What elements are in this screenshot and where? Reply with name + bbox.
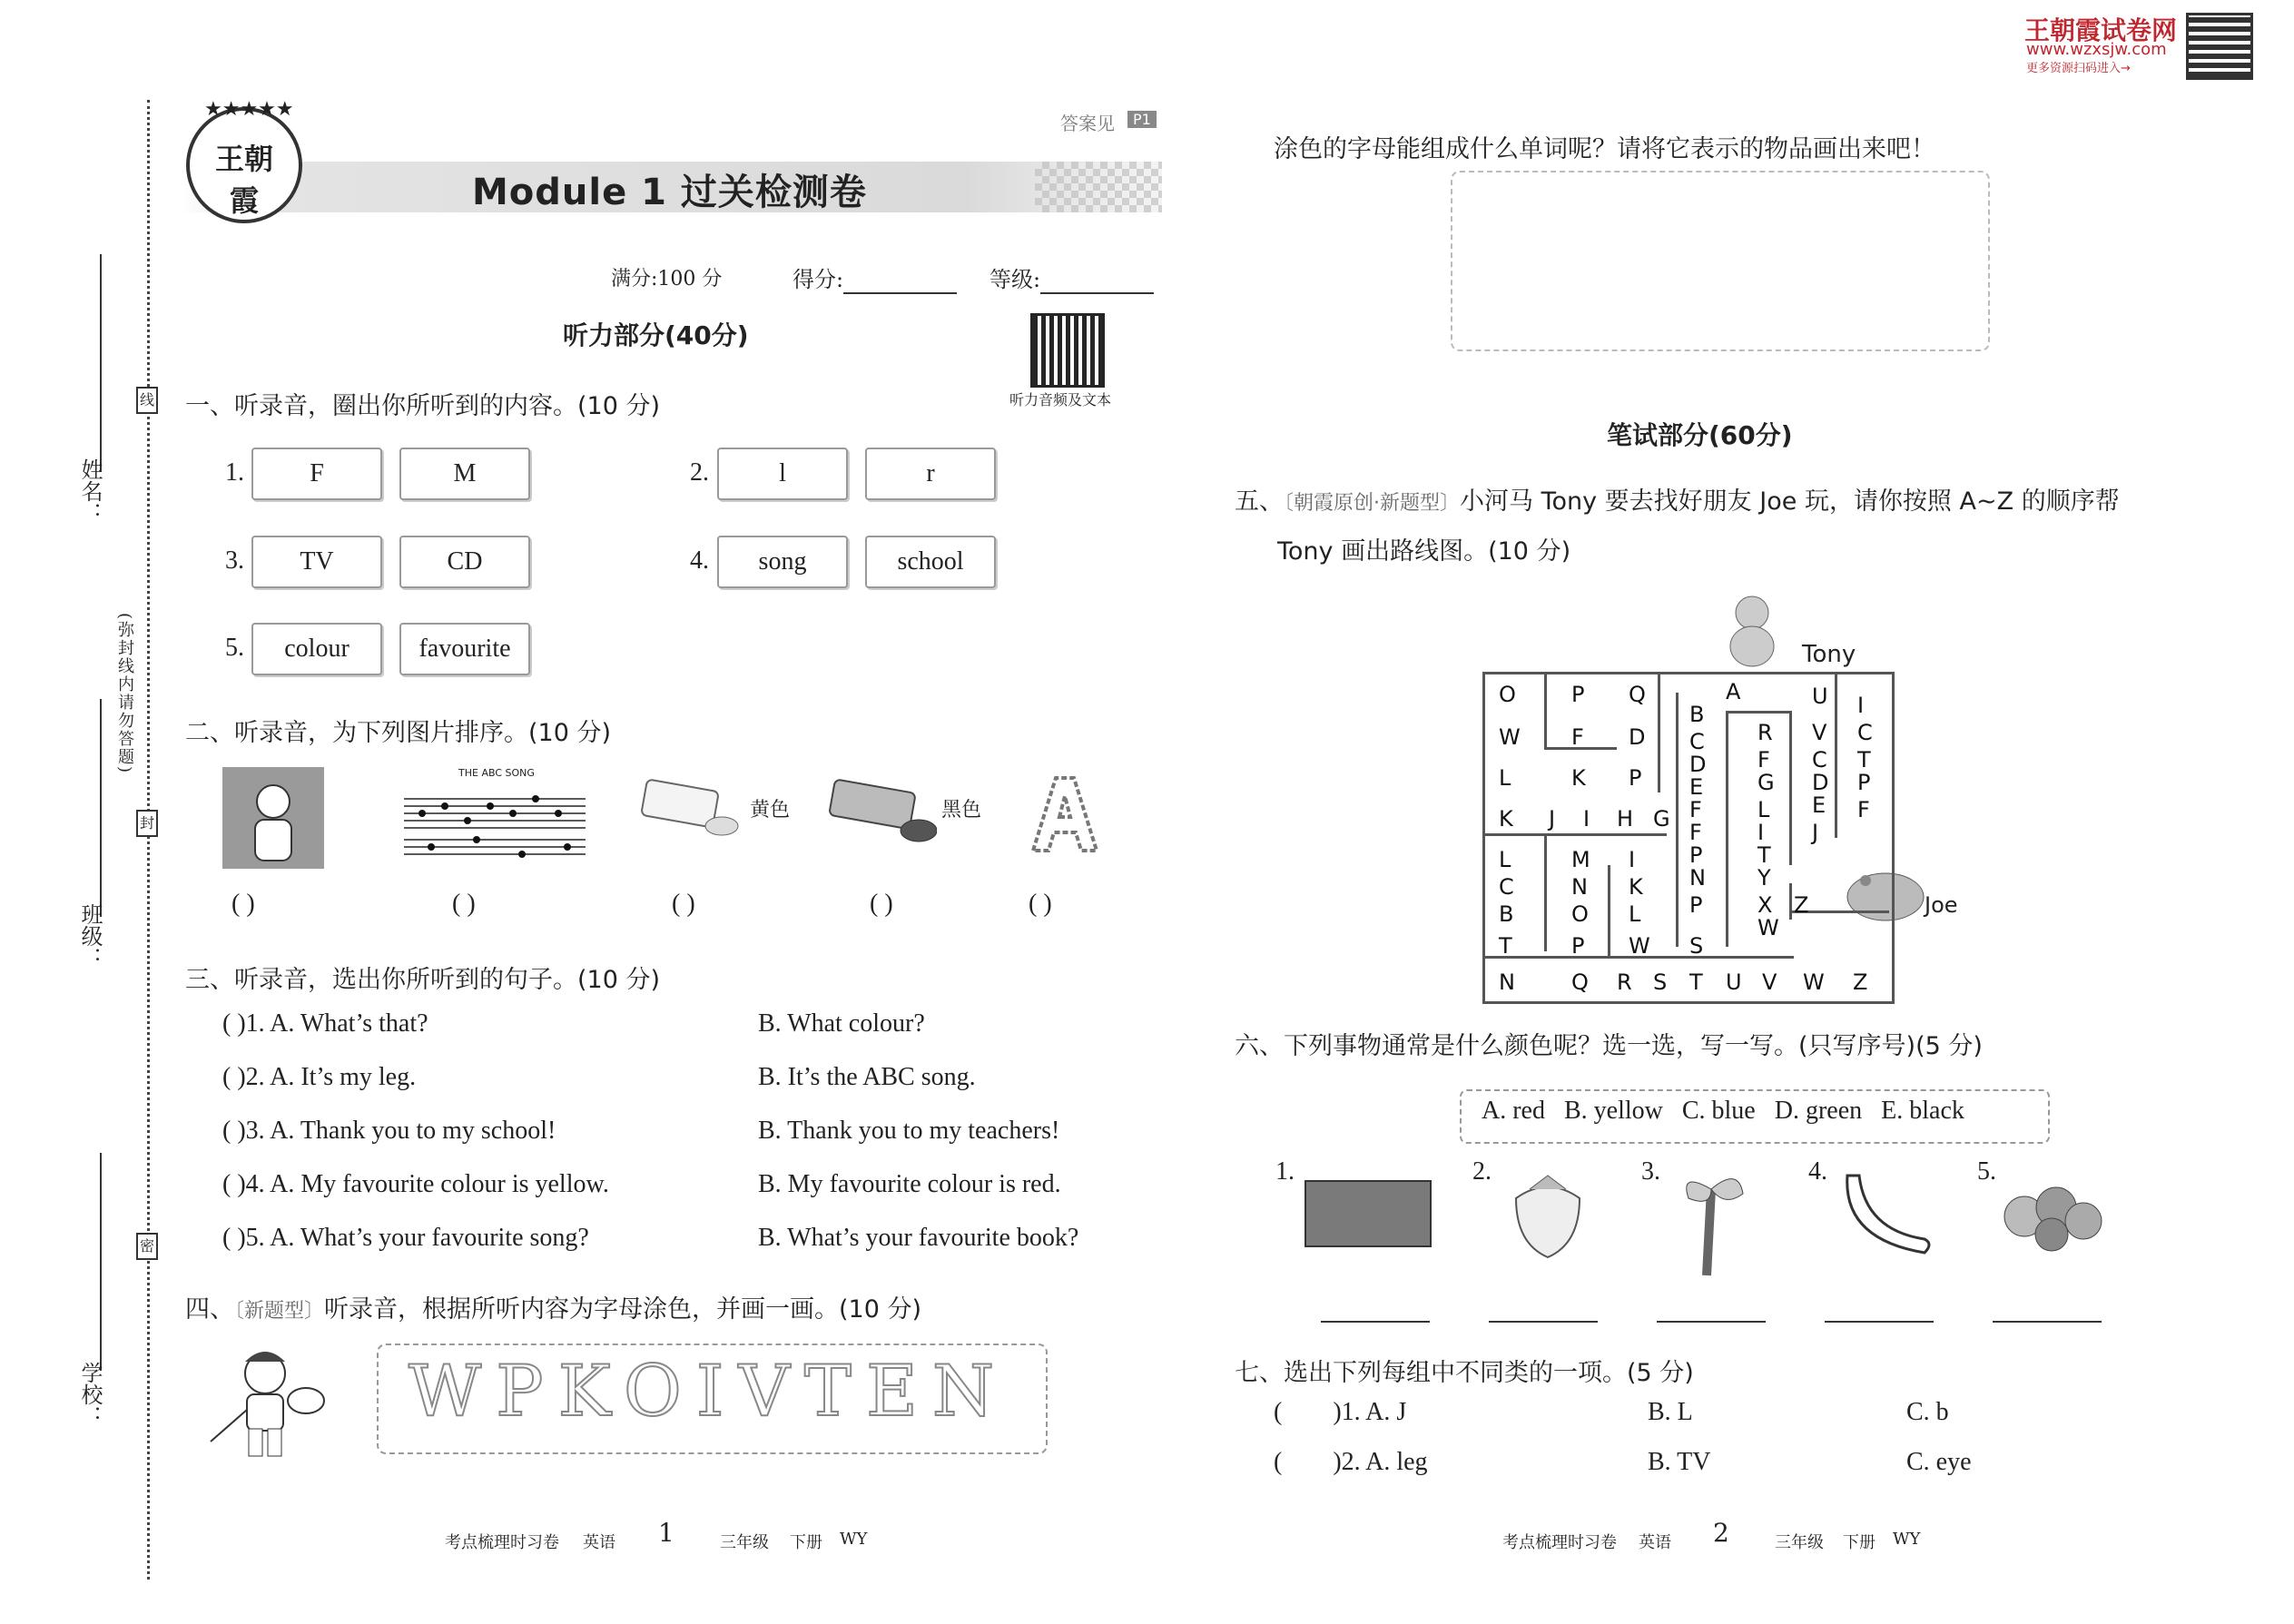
maze-letter[interactable]: P xyxy=(1629,765,1642,791)
q7-option-a[interactable]: ( )2. A. leg xyxy=(1274,1448,1428,1476)
maze-letter[interactable]: S xyxy=(1689,933,1704,959)
maze-letter[interactable]: B xyxy=(1499,901,1514,927)
q7-option-a[interactable]: ( )1. A. J xyxy=(1274,1398,1407,1426)
q6-num: 4. xyxy=(1808,1157,1827,1186)
maze-letter[interactable]: W xyxy=(1629,933,1650,959)
q6-num: 3. xyxy=(1641,1157,1660,1186)
maze-letter[interactable]: L xyxy=(1629,901,1641,927)
maze-letter[interactable]: C xyxy=(1499,874,1514,900)
watermark-brand: 王朝霞试卷网 xyxy=(2024,15,2178,45)
picture-banana xyxy=(1834,1166,1943,1266)
q2-answer[interactable]: ( ) xyxy=(452,890,476,918)
q2-answer[interactable]: ( ) xyxy=(672,890,695,918)
maze-letter[interactable]: W xyxy=(1499,724,1521,750)
picture-boy-painting xyxy=(202,1342,329,1469)
maze-letter[interactable]: I xyxy=(1757,820,1765,845)
maze-letter[interactable]: K xyxy=(1571,765,1586,791)
drawing-area[interactable] xyxy=(1451,171,1990,351)
maze-letter[interactable]: L xyxy=(1499,847,1511,872)
footer-subject: 英语 xyxy=(1639,1533,1671,1552)
letter-maze[interactable] xyxy=(1482,672,1895,1004)
maze-letter[interactable]: D xyxy=(1812,770,1829,795)
q6-num: 2. xyxy=(1472,1157,1492,1186)
footer-edition: WY xyxy=(1893,1530,1921,1549)
q3-option-a[interactable]: ( )5. A. What’s your favourite song? xyxy=(222,1224,589,1252)
maze-letter[interactable]: F xyxy=(1689,820,1702,845)
q3-option-b[interactable]: B. My favourite colour is red. xyxy=(758,1170,1061,1198)
maze-letter[interactable]: K xyxy=(1499,806,1513,832)
footer-edition: WY xyxy=(840,1530,868,1549)
qr-code-icon[interactable] xyxy=(1030,313,1105,388)
q1-option[interactable]: school xyxy=(865,536,996,588)
listening-title: 听力部分(40分) xyxy=(563,320,749,350)
footer-left: 考点梳理时习卷 xyxy=(445,1533,559,1552)
class-line xyxy=(100,699,102,917)
footer-term: 下册 xyxy=(790,1533,822,1552)
binding-dotted-line xyxy=(147,100,150,1580)
q1-num: 2. xyxy=(690,458,709,487)
maze-letter[interactable]: I xyxy=(1857,693,1865,718)
maze-letter[interactable]: V xyxy=(1762,969,1777,995)
q3-option-b[interactable]: B. Thank you to my teachers! xyxy=(758,1117,1060,1145)
maze-letter[interactable]: C xyxy=(1689,729,1705,754)
qr-caption: 听力音频及文本 xyxy=(1009,391,1112,408)
binding-mark-line: 线 xyxy=(136,387,158,414)
black-label: 黑色 xyxy=(941,799,982,822)
q2-answer[interactable]: ( ) xyxy=(1029,890,1052,918)
joe-label: Joe xyxy=(1925,892,1958,918)
maze-letter[interactable]: T xyxy=(1689,969,1703,995)
maze-letter[interactable]: Y xyxy=(1757,865,1771,891)
maze-letter[interactable]: P xyxy=(1857,770,1871,795)
color-options: A. red B. yellow C. blue D. green E. black xyxy=(1482,1097,1964,1125)
maze-letter[interactable]: U xyxy=(1812,684,1828,709)
maze-letter[interactable]: C xyxy=(1857,720,1873,745)
maze-letter[interactable]: E xyxy=(1812,792,1826,818)
q1-num: 5. xyxy=(225,634,244,662)
q7-option-c[interactable]: C. b xyxy=(1906,1398,1949,1426)
watermark-note: 更多资源扫码进入→ xyxy=(2026,62,2131,75)
picture-letter-a xyxy=(1019,767,1110,858)
banner-checker xyxy=(1035,162,1162,212)
school-label: 学校： xyxy=(77,1362,103,1427)
maze-letter[interactable]: Q xyxy=(1629,682,1646,707)
q1-option[interactable]: TV xyxy=(251,536,382,588)
picture-black-paint xyxy=(828,776,937,849)
q1-option[interactable]: M xyxy=(399,448,530,500)
maze-letter[interactable]: P xyxy=(1689,842,1703,868)
binding-mark-seal: 封 xyxy=(136,810,158,837)
full-score: 满分:100 分 xyxy=(611,268,723,290)
q7-title: 七、选出下列每组中不同类的一项。(5 分) xyxy=(1235,1359,1694,1387)
song-title: THE ABC SONG xyxy=(458,767,535,779)
q3-option-a[interactable]: ( )3. A. Thank you to my school! xyxy=(222,1117,556,1145)
maze-letter[interactable]: P xyxy=(1571,933,1585,959)
name-label: 姓名： xyxy=(77,458,103,524)
maze-letter[interactable]: O xyxy=(1499,682,1516,707)
footer-grade: 三年级 xyxy=(720,1533,769,1552)
brand-logo: 王朝霞 xyxy=(186,107,302,223)
q1-option[interactable]: song xyxy=(717,536,848,588)
q3-option-b[interactable]: B. What colour? xyxy=(758,1009,925,1038)
footer-grade: 三年级 xyxy=(1775,1533,1824,1552)
q7-option-b[interactable]: B. TV xyxy=(1648,1448,1711,1476)
maze-letter[interactable]: N xyxy=(1499,969,1515,995)
q4-title: 四、〔新题型〕听录音，根据所听内容为字母涂色，并画一画。(10 分) xyxy=(185,1295,922,1324)
maze-letter[interactable]: P xyxy=(1571,682,1585,707)
tony-label: Tony xyxy=(1802,641,1856,668)
picture-abc-song xyxy=(404,772,586,862)
q6-answer[interactable] xyxy=(1321,1321,1430,1323)
maze-letter[interactable]: R xyxy=(1757,720,1773,745)
picture-blueberries xyxy=(1984,1166,2120,1257)
q2-answer[interactable]: ( ) xyxy=(870,890,893,918)
hippo-tony-icon xyxy=(1716,590,1788,672)
watermark-url: www.wzxsjw.com xyxy=(2026,40,2167,59)
binding-mark-secret: 密 xyxy=(136,1233,158,1260)
picture-yellow-paint xyxy=(640,776,740,840)
maze-letter[interactable]: B xyxy=(1689,702,1705,727)
picture-vegetable xyxy=(1670,1162,1752,1280)
page-number: 2 xyxy=(1713,1518,1729,1548)
name-line xyxy=(100,254,102,472)
maze-letter[interactable]: L xyxy=(1499,765,1511,791)
maze-letter[interactable]: Q xyxy=(1571,969,1589,995)
maze-letter[interactable]: R xyxy=(1617,969,1632,995)
q6-title: 六、下列事物通常是什么颜色呢？选一选，写一写。(只写序号)(5 分) xyxy=(1235,1032,1983,1060)
school-line xyxy=(100,1153,102,1371)
maze-letter[interactable]: H xyxy=(1617,806,1634,832)
written-title: 笔试部分(60分) xyxy=(1607,420,1793,450)
q1-title: 一、听录音，圈出你所听到的内容。(10 分) xyxy=(185,392,661,420)
maze-letter[interactable]: J xyxy=(1812,820,1819,845)
q1-num: 3. xyxy=(225,546,244,575)
star-icons: ★★★★★ xyxy=(204,98,294,121)
maze-letter[interactable]: N xyxy=(1689,865,1706,891)
maze-letter[interactable]: C xyxy=(1812,747,1827,773)
q1-option[interactable]: colour xyxy=(251,623,382,675)
q5-title-line2: Tony 画出路线图。(10 分) xyxy=(1277,537,1571,566)
maze-letter[interactable]: F xyxy=(1689,797,1702,822)
q6-answer[interactable] xyxy=(1489,1321,1598,1323)
maze-letter[interactable]: U xyxy=(1726,969,1742,995)
maze-letter[interactable]: T xyxy=(1857,747,1871,773)
q3-title: 三、听录音，选出你所听到的句子。(10 分) xyxy=(185,966,661,994)
maze-letter[interactable]: G xyxy=(1757,770,1775,795)
maze-letter[interactable]: T xyxy=(1499,933,1512,959)
footer-left: 考点梳理时习卷 xyxy=(1502,1533,1617,1552)
q1-num: 1. xyxy=(225,458,244,487)
maze-letter[interactable]: F xyxy=(1757,747,1770,773)
page-number: 1 xyxy=(658,1518,674,1548)
page-title: Module 1 过关检测卷 xyxy=(472,172,867,213)
q6-answer[interactable] xyxy=(1657,1321,1766,1323)
q1-option[interactable]: l xyxy=(717,448,848,500)
watermark-qr-icon xyxy=(2186,13,2253,80)
maze-letter[interactable]: D xyxy=(1689,752,1707,777)
q3-option-b[interactable]: B. It’s the ABC song. xyxy=(758,1063,976,1091)
footer-subject: 英语 xyxy=(583,1533,615,1552)
q1-option[interactable]: F xyxy=(251,448,382,500)
q2-title: 二、听录音，为下列图片排序。(10 分) xyxy=(185,719,612,747)
q7-option-b[interactable]: B. L xyxy=(1648,1398,1693,1426)
q3-option-a[interactable]: ( )1. A. What’s that? xyxy=(222,1009,428,1038)
maze-letter[interactable]: G xyxy=(1653,806,1670,832)
maze-letter[interactable]: Z xyxy=(1853,969,1868,995)
maze-letter[interactable]: N xyxy=(1571,874,1588,900)
q1-num: 4. xyxy=(690,546,709,575)
picture-blackboard xyxy=(1305,1180,1432,1247)
maze-letter[interactable]: I xyxy=(1583,806,1590,832)
seal-note: (弥封线内请勿答题) xyxy=(115,613,134,775)
answer-ref: 答案见 xyxy=(1060,113,1115,134)
q1-option[interactable]: r xyxy=(865,448,996,500)
maze-letter[interactable]: D xyxy=(1629,724,1646,750)
class-label: 班级： xyxy=(77,903,103,969)
q3-option-b[interactable]: B. What’s your favourite book? xyxy=(758,1224,1079,1252)
maze-letter[interactable]: F xyxy=(1571,724,1584,750)
q1-option[interactable]: CD xyxy=(399,536,530,588)
q6-num: 1. xyxy=(1275,1157,1295,1186)
yellow-label: 黄色 xyxy=(750,799,791,822)
q3-option-a[interactable]: ( )2. A. It’s my leg. xyxy=(222,1063,417,1091)
q5-title: 五、〔朝霞原创·新题型〕小河马 Tony 要去找好朋友 Joe 玩，请你按照 A~Z 的顺序帮 xyxy=(1235,487,2120,516)
q3-option-a[interactable]: ( )4. A. My favourite colour is yellow. xyxy=(222,1170,609,1198)
q6-answer[interactable] xyxy=(1993,1321,2102,1323)
maze-letter[interactable]: W xyxy=(1757,915,1779,940)
maze-letter[interactable]: P xyxy=(1689,892,1703,918)
answer-page-badge: P1 xyxy=(1127,111,1157,128)
q7-option-c[interactable]: C. eye xyxy=(1906,1448,1972,1476)
maze-letter[interactable]: S xyxy=(1653,969,1668,995)
maze-letter[interactable]: J xyxy=(1549,806,1556,832)
coloring-letters[interactable]: WPKOIVTEN xyxy=(409,1351,1009,1432)
q1-option[interactable]: favourite xyxy=(399,623,530,675)
picture-girl xyxy=(222,767,324,869)
maze-letter[interactable]: I xyxy=(1629,847,1636,872)
maze-letter[interactable]: Z xyxy=(1794,892,1809,918)
footer-term: 下册 xyxy=(1843,1533,1876,1552)
maze-letter[interactable]: K xyxy=(1629,874,1643,900)
grade-field[interactable]: 等级: xyxy=(989,261,1154,294)
maze-letter[interactable]: W xyxy=(1803,969,1825,995)
maze-letter[interactable]: X xyxy=(1757,892,1773,918)
q2-answer[interactable]: ( ) xyxy=(231,890,255,918)
maze-letter[interactable]: A xyxy=(1726,679,1741,704)
q6-answer[interactable] xyxy=(1825,1321,1934,1323)
maze-letter[interactable]: E xyxy=(1689,774,1704,800)
maze-letter[interactable]: L xyxy=(1757,797,1770,822)
q4-continuation: 涂色的字母能组成什么单词呢？请将它表示的物品画出来吧！ xyxy=(1274,135,1935,163)
q6-num: 5. xyxy=(1977,1157,1996,1186)
score-field[interactable]: 得分: xyxy=(793,261,957,294)
maze-letter[interactable]: F xyxy=(1857,797,1870,822)
maze-letter[interactable]: T xyxy=(1757,842,1771,868)
maze-letter[interactable]: O xyxy=(1571,901,1589,927)
picture-strawberry xyxy=(1498,1171,1598,1262)
maze-letter[interactable]: V xyxy=(1812,720,1827,745)
maze-letter[interactable]: M xyxy=(1571,847,1590,872)
